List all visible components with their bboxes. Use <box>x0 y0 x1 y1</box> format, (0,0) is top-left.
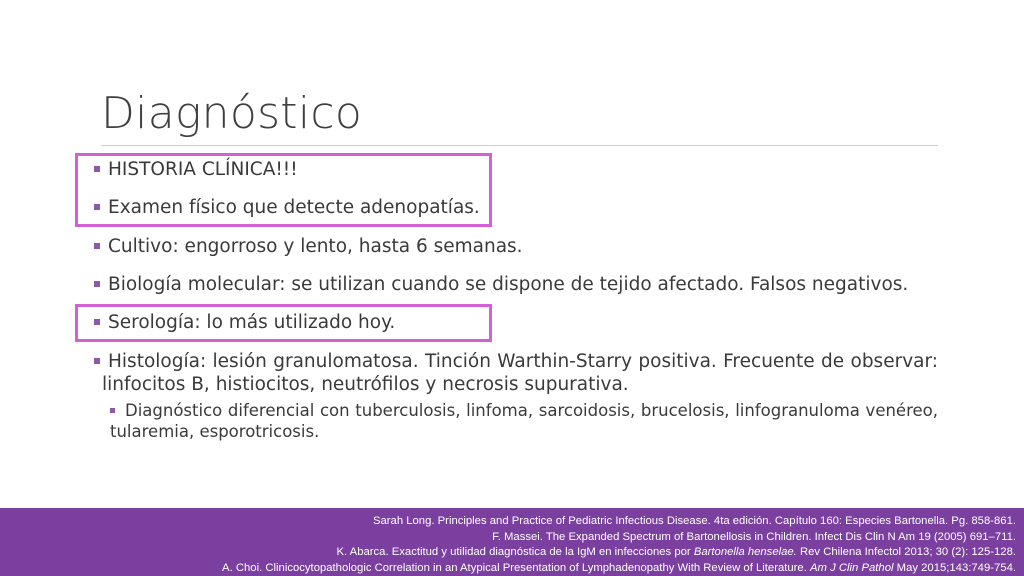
bullet-text: Examen físico que detecte adenopatías. <box>108 197 480 218</box>
reference-line: K. Abarca. Exactitud y utilidad diagnóstica de la IgM en infecciones por Bartonella henselae. Rev Chilena Infectol 2013; 30 (2): 125-128. <box>336 546 1016 558</box>
bullet-item <box>88 273 938 296</box>
bullet-item <box>88 235 938 258</box>
reference-line: Sarah Long. Principles and Practice of Pediatric Infectious Disease. 4ta edición. Capítulo 160: Especies Bartonella. Pg. 858-861. <box>372 515 1016 527</box>
bullet-marker-icon <box>94 243 100 249</box>
reference-line: A. Choi. Clinicocytopathologic Correlation in an Atypical Presentation of Lymphadenopathy With Review of Literature. Am J Clin Pathol May 2015;143:749-754. <box>222 561 1016 574</box>
sub-bullet-text: Diagnóstico diferencial con tuberculosis, linfoma, sarcoidosis, brucelosis, linfogranuloma venéreo, tularemia, esporotricosis. <box>110 401 938 441</box>
bullet-marker-icon <box>94 281 100 287</box>
bullet-text: Serología: lo más utilizado hoy. <box>108 312 396 333</box>
references-footer <box>0 508 1024 576</box>
highlight-box-history-exam <box>75 153 492 227</box>
sub-bullet-marker-icon <box>110 408 115 413</box>
highlight-box-serology <box>75 304 492 342</box>
title-divider <box>101 145 938 146</box>
bullet-text: HISTORIA CLÍNICA!!! <box>108 159 298 180</box>
slide-title: Diagnóstico <box>101 88 363 139</box>
bullet-item <box>88 350 938 396</box>
reference-line: F. Massei. The Expanded Spectrum of Bartonellosis in Children. Infect Dis Clin N Am 19 (2005) 691–711. <box>492 530 1016 543</box>
bullet-text: Biología molecular: se utilizan cuando se dispone de tejido afectado. Falsos negativos. <box>108 274 909 295</box>
bullet-text: Histología: lesión granulomatosa. Tinción Warthin-Starry positiva. Frecuente de observar: linfocitos B, histiocitos, neutrófilos y necrosis supurativa. <box>102 351 938 395</box>
bullet-marker-icon <box>94 358 100 364</box>
bullet-text: Cultivo: engorroso y lento, hasta 6 semanas. <box>108 236 523 257</box>
sub-bullet-item <box>110 400 938 442</box>
